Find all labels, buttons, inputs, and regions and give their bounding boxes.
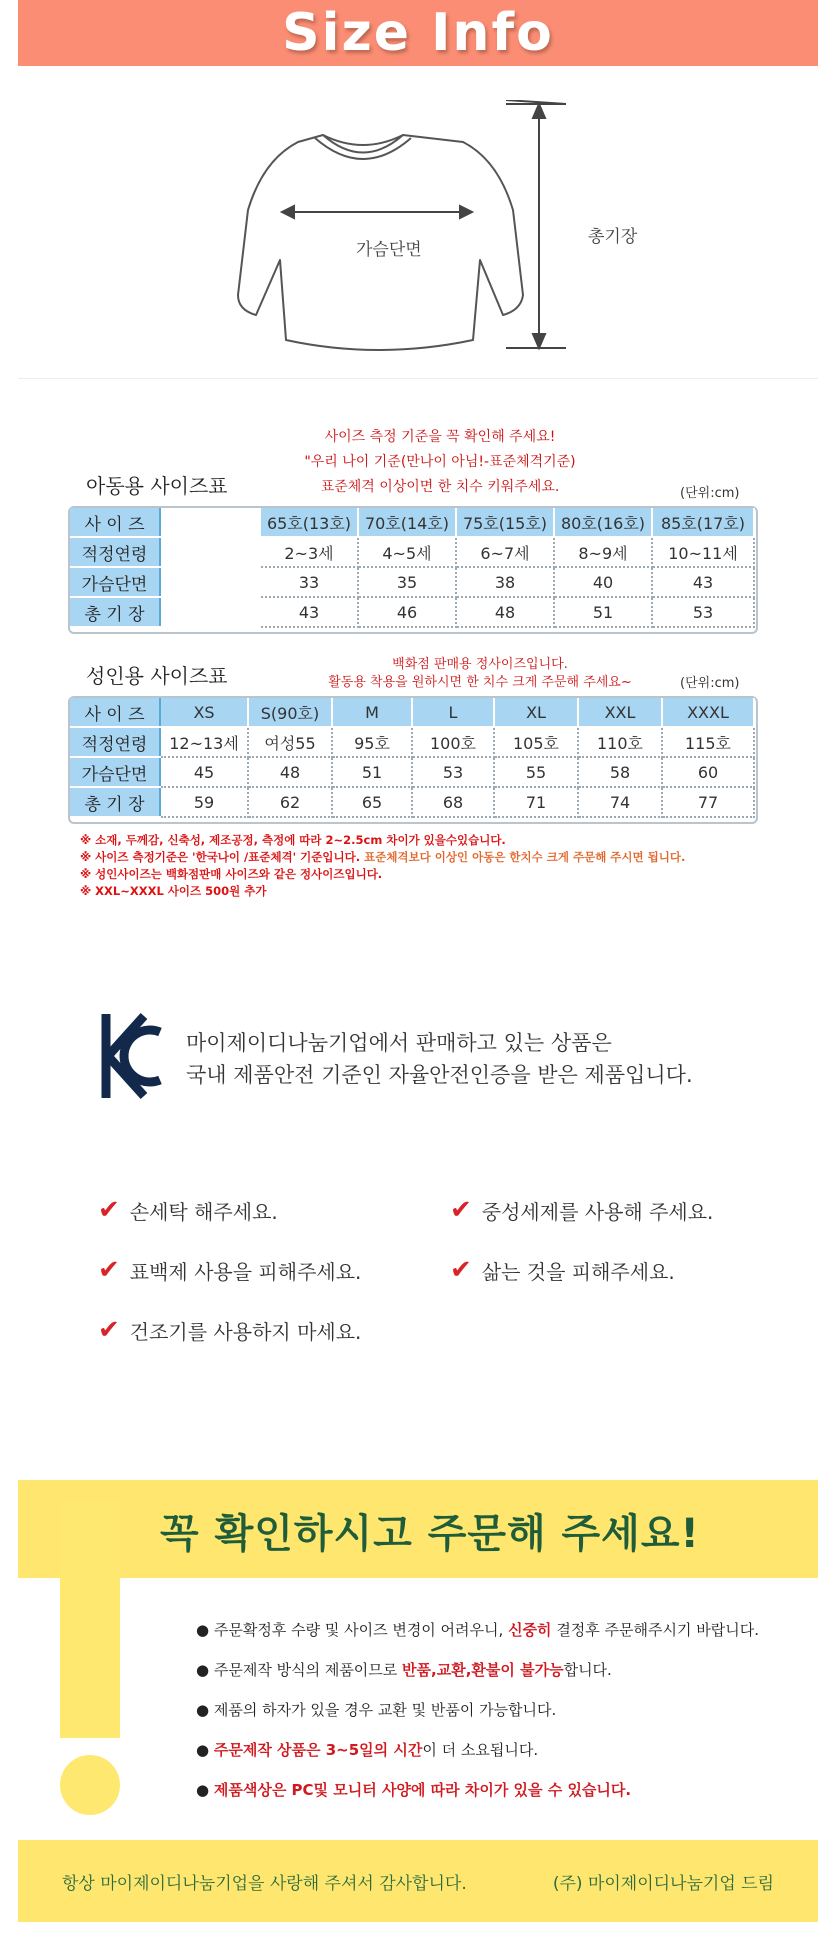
row-header: 총 기 장 [70, 597, 160, 627]
care-text: 손세탁 해주세요. [129, 1199, 278, 1224]
length-cell: 74 [578, 787, 662, 817]
warning-item: ● 주문확정후 수량 및 사이즈 변경이 어려우니, 신중히 결정후 주문해주시기 바랍니다. [196, 1621, 759, 1639]
footer-company: (주) 마이제이디나눔기업 드림 [552, 1873, 774, 1894]
care-item [98, 1315, 361, 1345]
size-cell: XL [494, 698, 578, 727]
chest-label: 가슴단면 [356, 240, 422, 260]
warning-list [196, 1610, 759, 1810]
kids-size-table [70, 508, 755, 628]
warning-text: 결정후 주문해주시기 바랍니다. [551, 1621, 759, 1639]
age-cell: 115호 [662, 727, 754, 757]
adult-table-title: 성인용 사이즈표 [86, 664, 228, 688]
chest-cell: 60 [662, 757, 754, 787]
check-icon: ✔ [450, 1195, 472, 1225]
thank-you-footer [18, 1840, 818, 1922]
length-cell: 51 [554, 597, 652, 627]
fine-print-line [80, 849, 685, 866]
kc-line: 국내 제품안전 기준인 자율안전인증을 받은 제품입니다. [186, 1063, 693, 1087]
length-label: 총기장 [588, 227, 638, 247]
care-item [98, 1255, 361, 1285]
table-row [70, 537, 754, 567]
notice-line: 표준체격 이상이면 한 치수 키워주세요. [320, 479, 560, 495]
fine-print-highlight: 표준체격보다 이상인 아동은 한치수 크게 주문해 주시면 됩니다. [364, 850, 686, 864]
care-text: 삶는 것을 피해주세요. [481, 1259, 675, 1284]
footer-thanks: 항상 마이제이디나눔기업을 사랑해 주셔서 감사합니다. [62, 1873, 467, 1894]
chest-cell: 51 [332, 757, 412, 787]
length-cell: 59 [160, 787, 248, 817]
chest-cell: 48 [248, 757, 332, 787]
chest-cell: 38 [456, 567, 554, 597]
table-row [70, 597, 754, 627]
length-cell: 68 [412, 787, 494, 817]
adult-unit-label: (단위:cm) [680, 676, 740, 691]
warning-highlight: 신중히 [508, 1621, 552, 1639]
age-cell: 4~5세 [358, 537, 456, 567]
care-text: 건조기를 사용하지 마세요. [129, 1319, 362, 1344]
notice-line: 활동용 착용을 원하시면 한 치수 크게 주문해 주세요~ [328, 675, 632, 690]
chest-cell: 33 [260, 567, 358, 597]
age-cell: 8~9세 [554, 537, 652, 567]
chest-cell: 53 [412, 757, 494, 787]
chest-cell: 40 [554, 567, 652, 597]
size-cell: 80호(16호) [554, 508, 652, 537]
check-icon: ✔ [98, 1255, 120, 1285]
care-item [450, 1195, 713, 1225]
length-cell: 65 [332, 787, 412, 817]
row-header: 사 이 즈 [70, 698, 160, 727]
exclamation-dot-icon [60, 1755, 120, 1815]
kc-line: 마이제이디나눔기업에서 판매하고 있는 상품은 [186, 1031, 612, 1055]
warning-highlight: 제품색상은 PC및 모니터 사양에 따라 차이가 있을 수 있습니다. [213, 1781, 632, 1799]
fine-print-text: ※ 사이즈 측정기준은 '한국나이 /표준체격' 기준입니다. [80, 850, 365, 864]
table-row [70, 508, 754, 537]
row-header: 가슴단면 [70, 567, 160, 597]
size-cell: L [412, 698, 494, 727]
adult-size-table [70, 698, 755, 818]
row-header: 적정연령 [70, 727, 160, 757]
size-cell: XXL [578, 698, 662, 727]
table-row [70, 787, 754, 817]
warning-text: 합니다. [563, 1661, 612, 1679]
fine-print-line: ※ 성인사이즈는 백화점판매 사이즈와 같은 정사이즈입니다. [80, 867, 383, 881]
warning-text: 주문제작 방식의 제품이므로 [213, 1661, 403, 1679]
size-fine-print [80, 832, 685, 900]
length-cell: 53 [652, 597, 754, 627]
notice-line: 사이즈 측정 기준을 꼭 확인해 주세요! [324, 429, 556, 445]
row-header: 사 이 즈 [70, 508, 160, 537]
row-header: 적정연령 [70, 537, 160, 567]
warning-item: ● 주문제작 방식의 제품이므로 반품,교환,환불이 불가능합니다. [196, 1661, 612, 1679]
warning-text: 주문확정후 수량 및 사이즈 변경이 어려우니, [213, 1621, 509, 1639]
age-cell: 10~11세 [652, 537, 754, 567]
age-cell: 2~3세 [260, 537, 358, 567]
warning-item: ● 제품의 하자가 있을 경우 교환 및 반품이 가능합니다. [196, 1701, 557, 1719]
length-cell: 48 [456, 597, 554, 627]
notice-line: "우리 나이 기준(만나이 아님!-표준체격기준) [304, 454, 576, 470]
size-cell: 85호(17호) [652, 508, 754, 537]
age-cell: 100호 [412, 727, 494, 757]
care-item [98, 1195, 278, 1225]
exclamation-icon [60, 1500, 120, 1738]
kids-size-notice [270, 425, 610, 500]
care-item [450, 1255, 675, 1285]
adult-size-notice [300, 656, 660, 692]
size-diagram [18, 100, 818, 379]
kc-certification-icon [100, 1010, 164, 1102]
warning-highlight: 반품,교환,환불이 불가능 [402, 1661, 564, 1679]
warning-text: 이 더 소요됩니다. [422, 1741, 539, 1759]
warning-item: ● 제품색상은 PC및 모니터 사양에 따라 차이가 있을 수 있습니다. [196, 1781, 632, 1799]
warning-text: 제품의 하자가 있을 경우 교환 및 반품이 가능합니다. [213, 1701, 557, 1719]
check-icon: ✔ [98, 1315, 120, 1345]
length-cell: 62 [248, 787, 332, 817]
size-cell: S(90호) [248, 698, 332, 727]
warning-highlight: 주문제작 상품은 3~5일의 시간 [213, 1741, 423, 1759]
length-cell: 43 [260, 597, 358, 627]
chest-cell: 55 [494, 757, 578, 787]
table-row [70, 567, 754, 597]
row-header: 총 기 장 [70, 787, 160, 817]
kc-certification-text [186, 1027, 693, 1091]
care-text: 중성세제를 사용해 주세요. [481, 1199, 714, 1224]
fine-print-line: ※ XXL~XXXL 사이즈 500원 추가 [80, 884, 267, 898]
care-text: 표백제 사용을 피해주세요. [129, 1259, 362, 1284]
kids-unit-label: (단위:cm) [680, 486, 740, 501]
warning-title: 꼭 확인하시고 주문해 주세요! [160, 1511, 700, 1557]
age-cell: 95호 [332, 727, 412, 757]
table-row [70, 757, 754, 787]
size-cell: XS [160, 698, 248, 727]
size-cell: 70호(14호) [358, 508, 456, 537]
table-row [70, 727, 754, 757]
fine-print-line: ※ 소재, 두께감, 신축성, 제조공정, 측정에 따라 2~2.5cm 차이가 있을수있습니다. [80, 833, 506, 847]
age-cell: 여성55 [248, 727, 332, 757]
age-cell: 105호 [494, 727, 578, 757]
notice-line: 백화점 판매용 정사이즈입니다. [392, 657, 568, 672]
banner-title: Size Info [282, 3, 554, 63]
kids-table-title: 아동용 사이즈표 [86, 474, 228, 498]
size-cell: 65호(13호) [260, 508, 358, 537]
age-cell: 6~7세 [456, 537, 554, 567]
chest-cell: 58 [578, 757, 662, 787]
row-header: 가슴단면 [70, 757, 160, 787]
age-cell: 110호 [578, 727, 662, 757]
size-cell: M [332, 698, 412, 727]
size-cell: XXXL [662, 698, 754, 727]
check-icon: ✔ [450, 1255, 472, 1285]
size-cell: 75호(15호) [456, 508, 554, 537]
chest-cell: 35 [358, 567, 456, 597]
table-row [70, 698, 754, 727]
length-cell: 71 [494, 787, 578, 817]
length-cell: 46 [358, 597, 456, 627]
size-info-banner [18, 0, 818, 66]
age-cell: 12~13세 [160, 727, 248, 757]
warning-item: ● 주문제작 상품은 3~5일의 시간이 더 소요됩니다. [196, 1741, 539, 1759]
chest-cell: 43 [652, 567, 754, 597]
length-cell: 77 [662, 787, 754, 817]
chest-cell: 45 [160, 757, 248, 787]
check-icon: ✔ [98, 1195, 120, 1225]
